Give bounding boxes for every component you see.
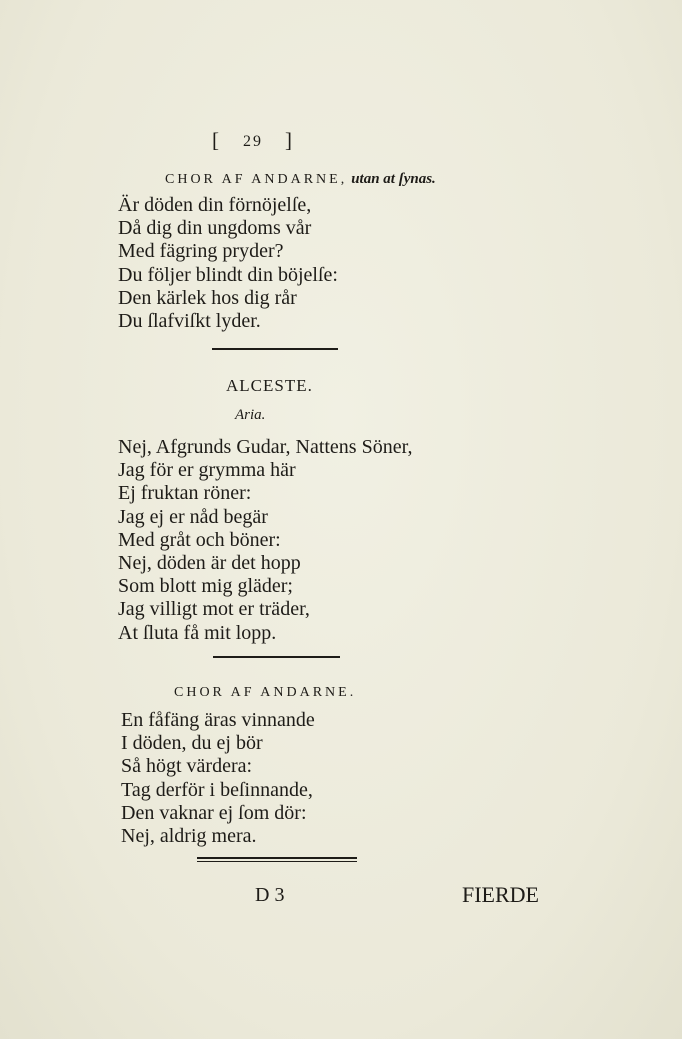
signature-mark: D 3 <box>255 884 285 906</box>
verse-line: Nej, aldrig mera. <box>121 825 257 848</box>
aria-label: Aria. <box>235 407 266 423</box>
verse-line: Jag villigt mot er träder, <box>118 598 310 621</box>
verse-line: At ſluta få mit lopp. <box>118 621 277 644</box>
verse-line: En fåfäng äras vinnande <box>121 709 315 731</box>
page-number: 29 <box>243 133 263 150</box>
verse-line: Jag för er grymma här <box>118 459 296 482</box>
bracket-open: [ <box>212 128 221 152</box>
chorus-heading-1 <box>165 170 436 188</box>
page-number-line <box>212 128 294 153</box>
chorus-heading-1-text: CHOR AF ANDARNE, <box>165 172 348 187</box>
aria-stanza <box>118 436 412 645</box>
verse-line: Då dig din ungdoms vår <box>118 217 312 240</box>
verse-line: I döden, du ej bör <box>121 732 263 755</box>
chorus-1-stanza <box>118 194 338 333</box>
catchword: FIERDE <box>462 882 539 907</box>
verse-line: Som blott mig gläder; <box>118 575 293 598</box>
end-rule-thin <box>197 861 357 862</box>
bracket-close: ] <box>285 128 294 152</box>
verse-line: Du följer blindt din böjelſe: <box>118 263 338 286</box>
end-rule <box>197 857 357 859</box>
verse-line: Är döden din förnöjelſe, <box>118 194 312 216</box>
chorus-2-stanza <box>121 709 315 848</box>
stage-direction: utan at ſynas. <box>351 171 436 187</box>
chorus-heading-2 <box>174 683 356 701</box>
verse-line: Du ſlafviſkt lyder. <box>118 310 261 333</box>
verse-line: Tag derför i beſinnande, <box>121 778 313 801</box>
verse-line: Den kärlek hos dig rår <box>118 286 297 309</box>
verse-line: Med gråt och böner: <box>118 528 281 551</box>
verse-line: Jag ej er nåd begär <box>118 505 268 528</box>
speaker-name: ALCESTE. <box>226 376 313 395</box>
chorus-heading-2-text: CHOR AF ANDARNE. <box>174 685 357 700</box>
verse-line: Med fägring pryder? <box>118 240 284 263</box>
section-divider <box>213 656 340 658</box>
verse-line: Så högt värdera: <box>121 755 253 778</box>
section-divider <box>212 348 338 350</box>
verse-line: Nej, döden är det hopp <box>118 552 301 575</box>
verse-line: Den vaknar ej ſom dör: <box>121 801 307 824</box>
verse-line: Ej fruktan röner: <box>118 482 252 505</box>
verse-line: Nej, Afgrunds Gudar, Nattens Söner, <box>118 436 413 458</box>
